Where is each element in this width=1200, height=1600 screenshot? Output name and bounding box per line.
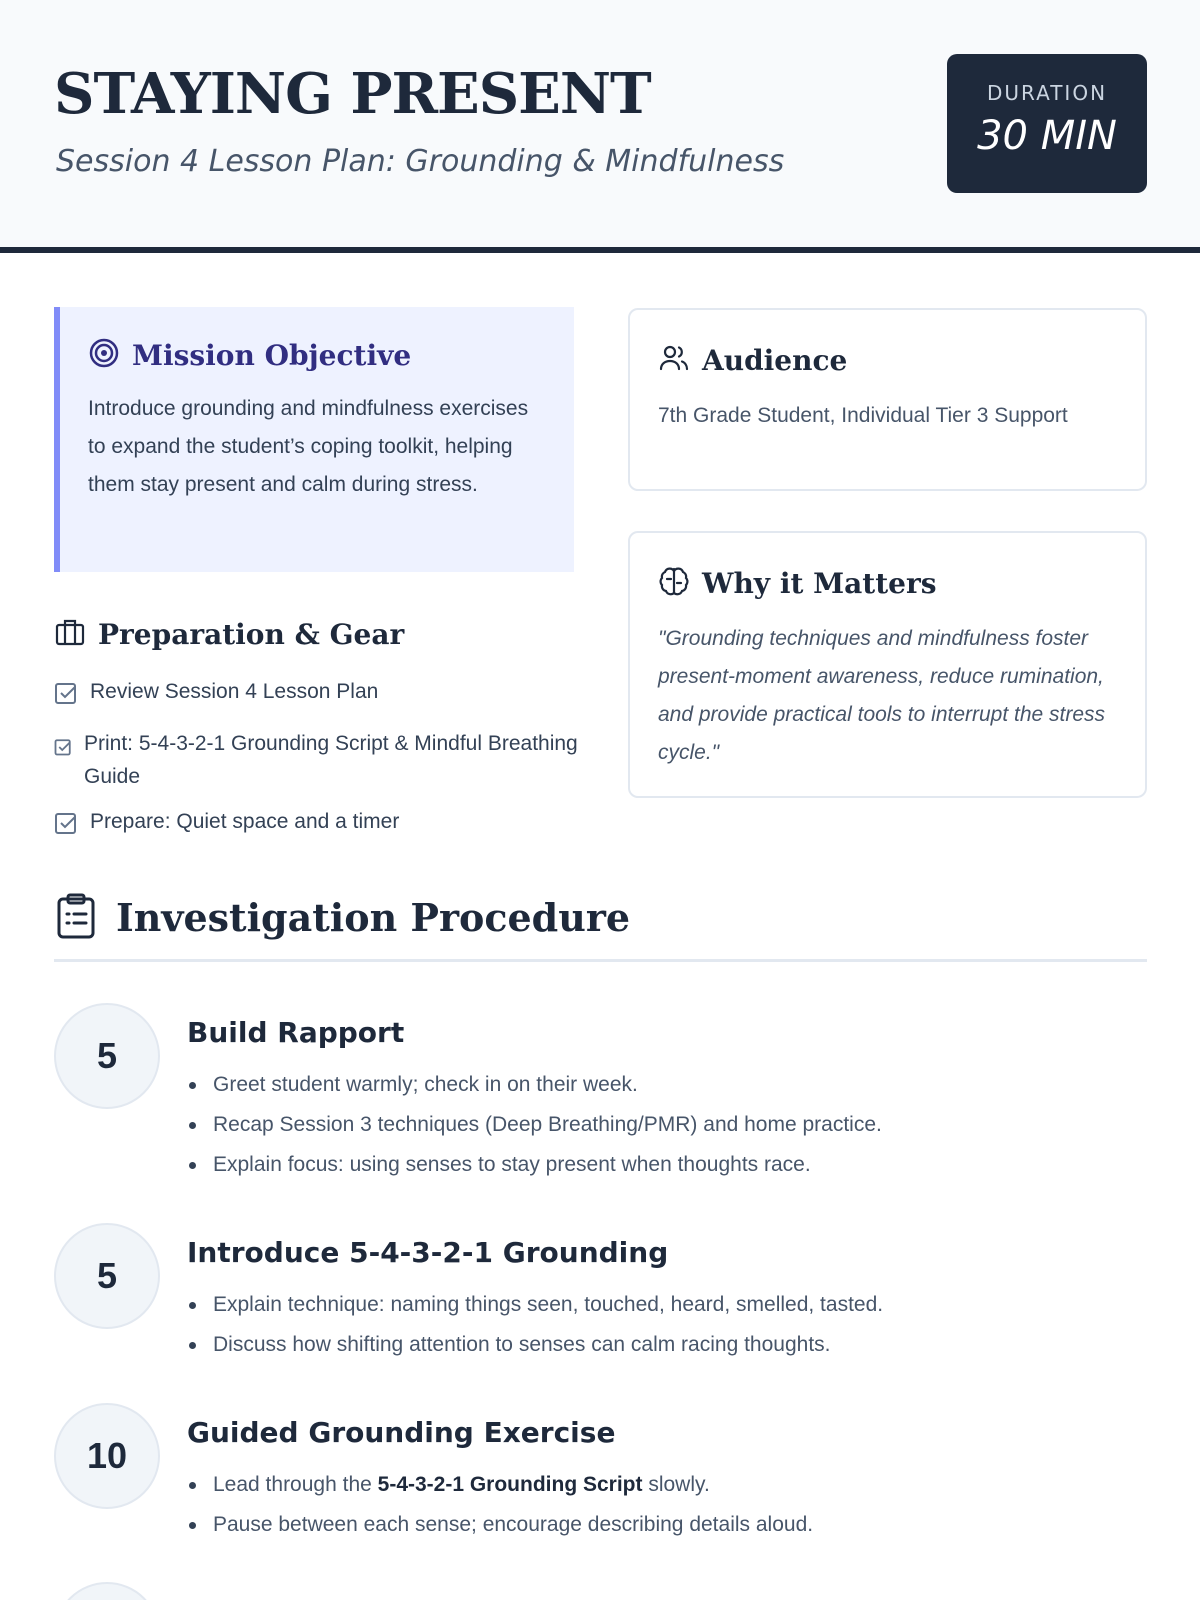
- prep-title: Preparation & Gear: [98, 618, 405, 651]
- target-icon: [88, 337, 120, 374]
- procedure-title: Investigation Procedure: [116, 895, 631, 940]
- step-title: Introduce 5-4-3-2-1 Grounding: [187, 1236, 669, 1269]
- step-minutes: 5: [54, 1223, 160, 1329]
- audience-title: Audience: [702, 344, 848, 377]
- brain-icon: [658, 565, 690, 602]
- duration-label: DURATION: [986, 81, 1108, 105]
- mission-title: Mission Objective: [132, 339, 412, 372]
- duration-value: 30 MIN: [977, 113, 1117, 159]
- step-bullet: Recap Session 3 techniques (Deep Breathing/PMR) and home practice.: [187, 1105, 1137, 1145]
- checkbox-checked-icon: [54, 811, 78, 845]
- checklist-item: [54, 727, 584, 793]
- checklist-item-text: Print: 5-4-3-2-1 Grounding Script & Mindful Breathing Guide: [84, 732, 578, 788]
- users-icon: [658, 342, 690, 379]
- procedure-header: [54, 892, 1147, 962]
- step-bullet: Greet student warmly; check in on their week.: [187, 1065, 1137, 1105]
- why-it-matters-card: [628, 531, 1147, 798]
- script-name: 5-4-3-2-1 Grounding Script: [377, 1473, 643, 1496]
- step-minutes-partial: [54, 1582, 160, 1600]
- checklist-item: [54, 675, 584, 715]
- checkbox-checked-icon: [54, 733, 72, 766]
- page-title: STAYING PRESENT: [54, 61, 651, 127]
- step-title: Guided Grounding Exercise: [187, 1416, 616, 1449]
- duration-badge: [947, 54, 1147, 193]
- prep-checklist: [54, 675, 584, 845]
- step-bullet: Pause between each sense; encourage describing details aloud.: [187, 1505, 1137, 1545]
- audience-text: 7th Grade Student, Individual Tier 3 Support: [658, 404, 1068, 427]
- step-bullet: Lead through the 5-4-3-2-1 Grounding Script slowly.: [187, 1465, 1137, 1505]
- step-minutes: 5: [54, 1003, 160, 1109]
- preparation-section: [54, 616, 584, 857]
- checklist-item: [54, 805, 584, 845]
- why-title: Why it Matters: [702, 567, 937, 600]
- mission-text: Introduce grounding and mindfulness exercises to expand the student’s coping toolkit, helping them stay present and calm during stress.: [88, 397, 529, 496]
- audience-card: [628, 308, 1147, 491]
- step-bullet: Explain technique: naming things seen, touched, heard, smelled, tasted.: [187, 1285, 1137, 1325]
- step-bullet: Explain focus: using senses to stay present when thoughts race.: [187, 1145, 1137, 1185]
- mission-objective-card: [54, 307, 574, 572]
- step-title: Build Rapport: [187, 1016, 405, 1049]
- clipboard-icon: [54, 892, 98, 945]
- step-bullet: Discuss how shifting attention to senses can calm racing thoughts.: [187, 1325, 1137, 1365]
- page-header: [0, 0, 1200, 253]
- briefcase-icon: [54, 616, 86, 653]
- why-quote: "Grounding techniques and mindfulness foster present-moment awareness, reduce rumination, and provide practical tools to interrupt the stress cycle.": [658, 627, 1106, 764]
- checkbox-checked-icon: [54, 681, 78, 715]
- step-minutes: 10: [54, 1403, 160, 1509]
- page-subtitle: Session 4 Lesson Plan: Grounding & Mindfulness: [56, 144, 785, 179]
- checklist-item-text: Prepare: Quiet space and a timer: [90, 810, 400, 833]
- checklist-item-text: Review Session 4 Lesson Plan: [90, 680, 379, 703]
